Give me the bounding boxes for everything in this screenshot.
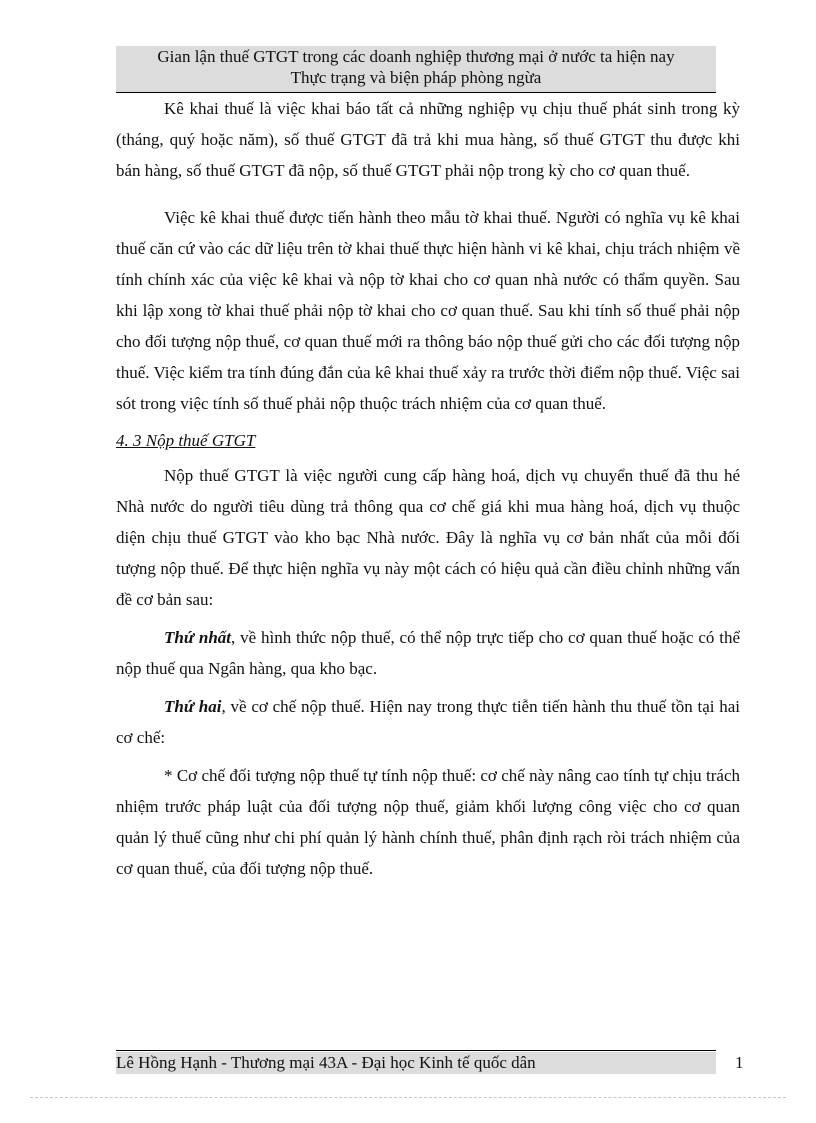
paragraph-self-assessment: * Cơ chế đối tượng nộp thuế tự tính nộp thuế: cơ chế này nâng cao tính tự chịu trách nhiệm trước pháp luật của đối tượng nộp thuế, giảm khối lượng công việc cho cơ quan quản lý thuế cũng như chi phí quản lý hành chính thuế, phân định rạch ròi trách nhiệm của cơ quan thuế, của đối tượng nộp thuế. [116,766,740,878]
second-point-lead: Thứ hai [164,697,222,716]
section-heading: 4. 3 Nộp thuế GTGT [116,431,256,450]
paragraph-tax-payment: Nộp thuế GTGT là việc người cung cấp hàng hoá, dịch vụ chuyển thuế đã thu hé Nhà nước do người tiêu dùng trả thông qua cơ chế giá khi mua hàng hoá, dịch vụ thuộc diện chịu thuế GTGT vào kho bạc Nhà nước. Đây là nghĩa vụ cơ bản nhất của mỗi đối tượng nộp thuế. Để thực hiện nghĩa vụ này một cách có hiệu quả cần điều chỉnh những vấn đề cơ bản sau: [116,466,740,609]
first-point-lead: Thứ nhất [164,628,231,647]
running-footer: Lê Hồng Hạnh - Thương mại 43A - Đại học Kinh tế quốc dân [116,1052,716,1074]
second-point-text: , về cơ chế nộp thuế. Hiện nay trong thực tiễn tiến hành thu thuế tồn tại hai cơ chế: [116,697,741,747]
header-title-line1: Gian lận thuế GTGT trong các doanh nghiệp thương mại ở nước ta hiện nay [157,47,675,66]
page-boundary [30,1097,786,1098]
page-number: 1 [735,1053,744,1072]
paragraph-second-point [116,691,740,753]
first-point-text: , về hình thức nộp thuế, có thể nộp trực tiếp cho cơ quan thuế hoặc có thể nộp thuế qua Ngân hàng, qua kho bạc. [116,628,740,678]
document-body [116,93,740,884]
running-header [116,46,716,92]
paragraph-tax-declaration: Kê khai thuế là việc khai báo tất cả những nghiệp vụ chịu thuế phát sinh trong kỳ (tháng, quý hoặc năm), số thuế GTGT đã trả khi mua hàng, số thuế GTGT thu được khi bán hàng, số thuế GTGT đã nộp, số thuế GTGT phải nộp trong kỳ cho cơ quan thuế. [116,99,740,180]
footer-divider [116,1050,716,1051]
paragraph-declaration-procedure: Việc kê khai thuế được tiến hành theo mẫu tờ khai thuế. Người có nghĩa vụ kê khai thuế căn cứ vào các dữ liệu trên tờ khai thuế thực hiện hành vi kê khai, chịu trách nhiệm về tính chính xác của việc kê khai và nộp tờ khai cho cơ quan nhà nước có thẩm quyền. Sau khi lập xong tờ khai thuế phải nộp tờ khai cho cơ quan thuế. Sau khi tính số thuế phải nộp cho đối tượng nộp thuế, cơ quan thuế mới ra thông báo nộp thuế gửi cho các đối tượng nộp thuế. Việc kiểm tra tính đúng đắn của kê khai thuế xảy ra trước thời điểm nộp thuế. Việc sai sót trong việc tính số thuế phải nộp thuộc trách nhiệm của cơ quan thuế. [116,208,740,413]
header-title-line2: Thực trạng và biện pháp phòng ngừa [290,68,542,87]
paragraph-first-point [116,622,740,684]
